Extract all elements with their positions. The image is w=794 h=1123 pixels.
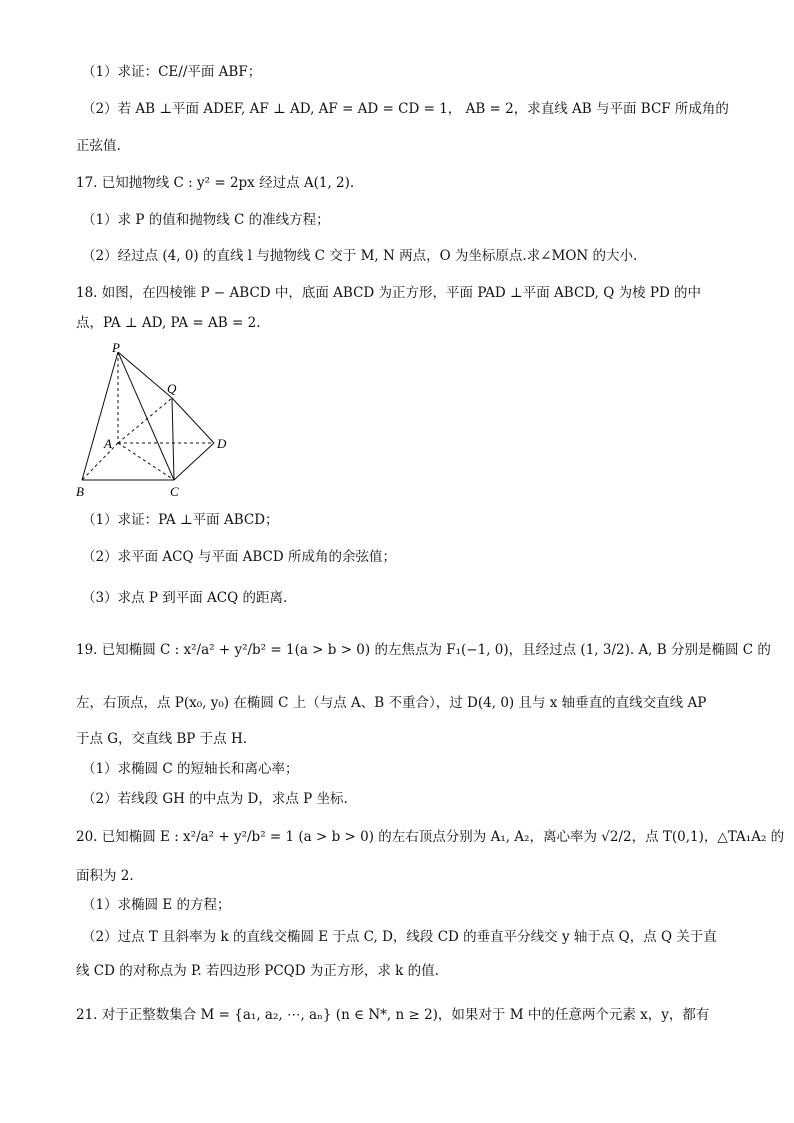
label-D: D [217, 436, 227, 451]
pyramid-figure [74, 340, 254, 506]
q16-part1: （1）求证：CE//平面 ABF； [82, 64, 262, 80]
q16-part2-cont: 正弦值. [76, 138, 121, 154]
q17-part2: （2）经过点 (4, 0) 的直线 l 与抛物线 C 交于 M, N 两点，O 为坐标原点.求∠MON 的大小. [82, 248, 638, 264]
q20-stem-cont: 面积为 2. [76, 868, 134, 884]
label-P: P [112, 340, 120, 355]
q17-stem: 17. 已知抛物线 C : y² = 2px 经过点 A(1, 2). [76, 175, 355, 191]
q19-part2: （2）若线段 GH 的中点为 D，求点 P 坐标. [82, 791, 348, 807]
q19-part1: （1）求椭圆 C 的短轴长和离心率； [82, 761, 299, 777]
q18-part3: （3）求点 P 到平面 ACQ 的距离. [82, 590, 288, 606]
edge-QC [172, 398, 174, 480]
q21-stem: 21. 对于正整数集合 M = {a₁, a₂, ⋯, aₙ} (n ∈ N*, n ≥ 2)，如果对于 M 中的任意两个元素 x，y，都有 [76, 1007, 710, 1023]
q17-part1: （1）求 P 的值和抛物线 C 的准线方程； [82, 212, 330, 228]
label-Q: Q [167, 381, 177, 396]
q18-part1: （1）求证：PA ⊥平面 ABCD； [82, 512, 279, 528]
label-A: A [104, 436, 112, 451]
label-C: C [170, 484, 179, 499]
q18-part2: （2）求平面 ACQ 与平面 ABCD 所成角的余弦值； [82, 549, 396, 565]
edge-PQ [118, 352, 172, 398]
q20-part1: （1）求椭圆 E 的方程； [82, 897, 231, 913]
q19-stem-cont: 左，右顶点，点 P(x₀, y₀) 在椭圆 C 上（与点 A、B 不重合），过 D(4, 0) 且与 x 轴垂直的直线交直线 AP [76, 695, 707, 711]
q18-stem: 18. 如图，在四棱锥 P − ABCD 中，底面 ABCD 为正方形，平面 PAD ⊥平面 ABCD, Q 为棱 PD 的中 [76, 285, 702, 301]
q16-part2: （2）若 AB ⊥平面 ADEF, AF ⊥ AD, AF = AD = CD = 1， AB = 2，求直线 AB 与平面 BCF 所成角的 [82, 101, 729, 117]
edge-CD [174, 443, 214, 480]
q20-part2-cont: 线 CD 的对称点为 P. 若四边形 PCQD 为正方形，求 k 的值. [76, 963, 439, 979]
label-B: B [76, 484, 84, 499]
q19-stem-cont2: 于点 G，交直线 BP 于点 H. [76, 731, 248, 747]
edge-PC [118, 352, 174, 480]
q20-stem: 20. 已知椭圆 E : x²/a² + y²/b² = 1 (a > b > 0) 的左右顶点分别为 A₁, A₂，离心率为 √2/2，点 T(0,1)，△TA₁A₂ 的 [76, 829, 785, 845]
q20-part2: （2）过点 T 且斜率为 k 的直线交椭圆 E 于点 C, D，线段 CD 的垂直平分线交 y 轴于点 Q，点 Q 关于直 [82, 929, 717, 945]
edge-AQ [118, 398, 172, 443]
q19-stem: 19. 已知椭圆 C : x²/a² + y²/b² = 1(a > b > 0) 的左焦点为 F₁(−1, 0)，且经过点 (1, 3/2). A, B 分别是椭圆 C 的 [76, 642, 771, 658]
q18-stem-cont: 点，PA ⊥ AD, PA = AB = 2. [76, 315, 261, 331]
edge-QD [172, 398, 214, 443]
